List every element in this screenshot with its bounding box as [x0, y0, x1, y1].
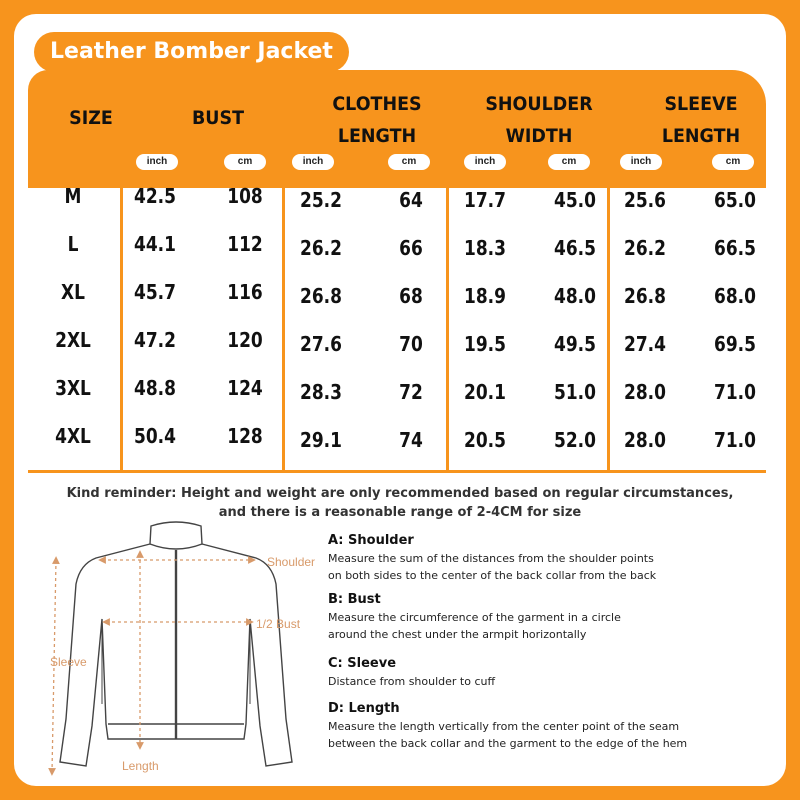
cell-length-inch: 27.6	[300, 332, 342, 356]
cell-shoulder-cm: 45.0	[554, 188, 596, 212]
table-bottom-border	[28, 470, 766, 473]
cell-length-inch: 26.2	[300, 236, 342, 260]
cell-shoulder-cm: 49.5	[554, 332, 596, 356]
cell-sleeve-inch: 28.0	[624, 380, 666, 404]
cell-shoulder-inch: 17.7	[464, 188, 506, 212]
definition-text: Measure the length vertically from the center point of the seam	[328, 720, 680, 733]
cell-bust-inch: 50.4	[134, 424, 176, 448]
reminder-line1: Kind reminder: Height and weight are only recommended based on regular circumstances,	[66, 486, 734, 501]
cell-bust-cm: 120	[227, 328, 263, 352]
cell-sleeve-cm: 68.0	[714, 284, 756, 308]
cell-sleeve-cm: 69.5	[714, 332, 756, 356]
cell-shoulder-inch: 18.3	[464, 236, 506, 260]
cell-size: XL	[61, 280, 85, 304]
definition-length	[328, 700, 778, 752]
definition-shoulder	[328, 532, 778, 584]
table-row	[14, 280, 786, 328]
definition-text: between the back collar and the garment to the edge of the hem	[328, 737, 688, 750]
cell-length-inch: 29.1	[300, 428, 342, 452]
header-sleeve-length-line1: SLEEVE	[664, 93, 738, 115]
unit-inch-sleeve: inch	[620, 154, 662, 170]
cell-sleeve-inch: 26.2	[624, 236, 666, 260]
reminder-line2: and there is a reasonable range of 2-4CM for size	[218, 505, 582, 520]
cell-bust-cm: 128	[227, 424, 263, 448]
cell-length-cm: 74	[399, 428, 423, 452]
cell-bust-cm: 124	[227, 376, 263, 400]
cell-size: 3XL	[55, 376, 91, 400]
cell-length-cm: 64	[399, 188, 423, 212]
definition-sleeve	[328, 655, 778, 690]
header-sleeve-length	[641, 88, 761, 152]
jacket-diagram	[36, 514, 336, 784]
cell-bust-cm: 116	[227, 280, 263, 304]
cell-size: M	[64, 184, 82, 208]
cell-bust-inch: 47.2	[134, 328, 176, 352]
cell-sleeve-inch: 28.0	[624, 428, 666, 452]
table-row	[14, 184, 786, 232]
cell-length-inch: 28.3	[300, 380, 342, 404]
definition-text: around the chest under the armpit horizontally	[328, 628, 587, 641]
unit-inch-shoulder: inch	[464, 154, 506, 170]
label-length: Length	[122, 759, 159, 773]
unit-inch-bust: inch	[136, 154, 178, 170]
unit-inch-length: inch	[292, 154, 334, 170]
cell-bust-cm: 108	[227, 184, 263, 208]
cell-sleeve-cm: 65.0	[714, 188, 756, 212]
unit-cm-bust: cm	[224, 154, 266, 170]
cell-sleeve-cm: 71.0	[714, 428, 756, 452]
definition-text: Measure the sum of the distances from the shoulder points	[328, 552, 654, 565]
cell-length-inch: 26.8	[300, 284, 342, 308]
jacket-outline	[60, 522, 292, 766]
header-clothes-length-line1: CLOTHES	[332, 93, 422, 115]
header-shoulder-width-line2: WIDTH	[505, 125, 573, 147]
cell-shoulder-cm: 52.0	[554, 428, 596, 452]
definition-text: Measure the circumference of the garment in a circle	[328, 611, 621, 624]
header-sleeve-length-line2: LENGTH	[661, 125, 741, 147]
cell-bust-inch: 48.8	[134, 376, 176, 400]
unit-cm-length: cm	[388, 154, 430, 170]
cell-shoulder-cm: 48.0	[554, 284, 596, 308]
cell-length-cm: 70	[399, 332, 423, 356]
table-row	[14, 232, 786, 280]
size-chart-card	[14, 14, 786, 786]
cell-sleeve-inch: 26.8	[624, 284, 666, 308]
unit-cm-shoulder: cm	[548, 154, 590, 170]
cell-shoulder-cm: 51.0	[554, 380, 596, 404]
label-sleeve: Sleeve	[50, 655, 87, 669]
header-clothes-length	[317, 88, 437, 152]
cell-length-inch: 25.2	[300, 188, 342, 212]
table-row	[14, 424, 786, 472]
cell-sleeve-cm: 66.5	[714, 236, 756, 260]
cell-bust-inch: 44.1	[134, 232, 176, 256]
cell-length-cm: 66	[399, 236, 423, 260]
unit-cm-sleeve: cm	[712, 154, 754, 170]
table-row	[14, 376, 786, 424]
chart-title: Leather Bomber Jacket	[34, 32, 349, 72]
table-row	[14, 328, 786, 376]
definition-text: Distance from shoulder to cuff	[328, 675, 496, 688]
cell-size: 4XL	[55, 424, 91, 448]
header-shoulder-width	[479, 88, 599, 152]
cell-length-cm: 72	[399, 380, 423, 404]
cell-shoulder-inch: 19.5	[464, 332, 506, 356]
cell-bust-inch: 45.7	[134, 280, 176, 304]
label-half-bust: 1/2 Bust	[256, 617, 301, 631]
cell-sleeve-inch: 27.4	[624, 332, 666, 356]
definition-heading: D: Length	[328, 701, 400, 716]
header-bust: BUST	[191, 107, 245, 129]
definition-heading: A: Shoulder	[328, 533, 414, 548]
header-shoulder-width-line1: SHOULDER	[485, 93, 593, 115]
cell-bust-inch: 42.5	[134, 184, 176, 208]
table-header	[28, 70, 766, 188]
definition-heading: C: Sleeve	[328, 656, 397, 671]
definition-heading: B: Bust	[328, 592, 381, 607]
cell-shoulder-inch: 20.5	[464, 428, 506, 452]
cell-length-cm: 68	[399, 284, 423, 308]
cell-shoulder-cm: 46.5	[554, 236, 596, 260]
cell-size: 2XL	[55, 328, 91, 352]
measurement-definitions	[328, 532, 778, 759]
label-shoulder: Shoulder	[267, 555, 316, 569]
cell-sleeve-inch: 25.6	[624, 188, 666, 212]
header-clothes-length-line2: LENGTH	[337, 125, 417, 147]
definition-bust	[328, 591, 778, 643]
cell-shoulder-inch: 18.9	[464, 284, 506, 308]
cell-size: L	[67, 232, 79, 256]
cell-shoulder-inch: 20.1	[464, 380, 506, 404]
cell-bust-cm: 112	[227, 232, 263, 256]
definition-text: on both sides to the center of the back collar from the back	[328, 569, 657, 582]
cell-sleeve-cm: 71.0	[714, 380, 756, 404]
header-size: SIZE	[69, 107, 113, 129]
